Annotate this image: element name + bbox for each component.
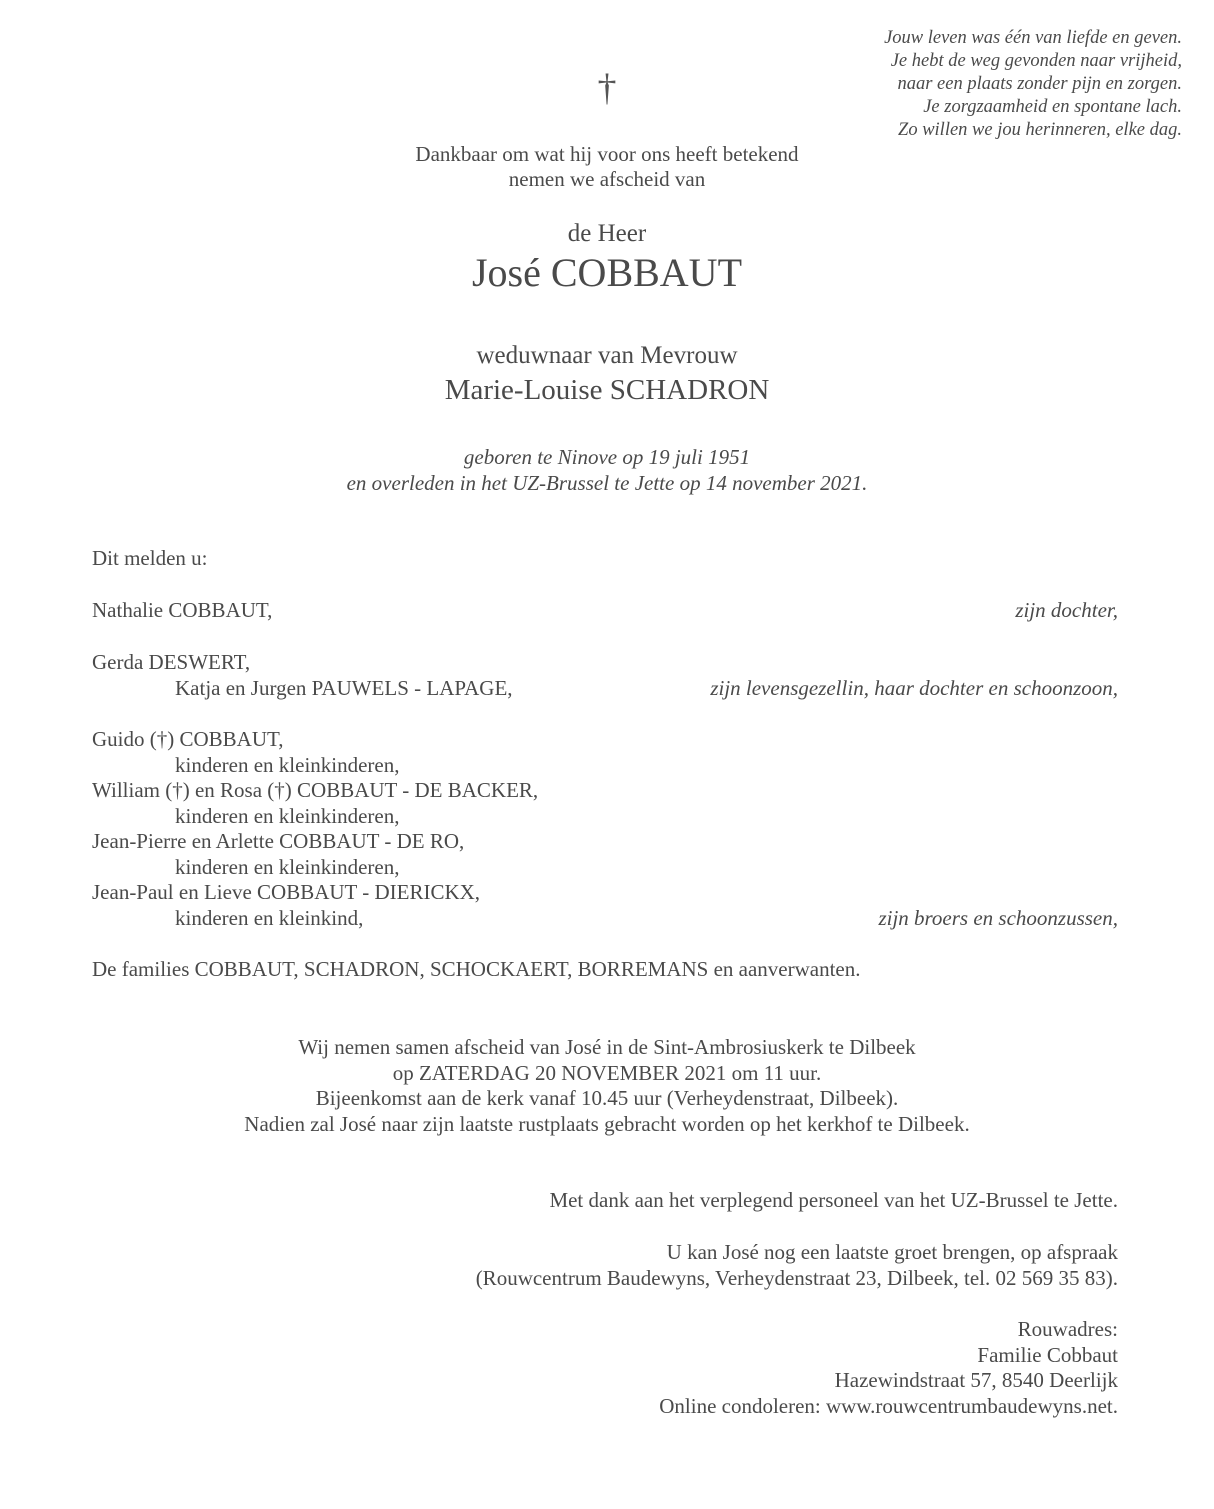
- poem-line: Zo willen we jou herinneren, elke dag.: [898, 120, 1182, 140]
- family-name: Gerda DESWERT,: [92, 650, 251, 674]
- family-entry-siblings: [92, 727, 1118, 931]
- family-entry-partner: [92, 650, 1118, 701]
- address-line: Online condoleren: www.rouwcentrumbaudewyns.net.: [659, 1393, 1118, 1418]
- ceremony-line: op ZATERDAG 20 NOVEMBER 2021 om 11 uur.: [392, 1060, 822, 1085]
- visit-info: [476, 1240, 1118, 1291]
- family-entry-daughter: [92, 598, 1118, 624]
- family-name: Jean-Paul en Lieve COBBAUT - DIERICKX,: [92, 880, 481, 904]
- address-line: Rouwadres:: [1017, 1317, 1118, 1341]
- families-text: De families COBBAUT, SCHADRON, SCHOCKAERT, BORREMANS en aanverwanten.: [92, 957, 861, 981]
- date-line: geboren te Ninove op 19 juli 1951: [463, 445, 751, 469]
- thanks-text: Met dank aan het verplegend personeel van het UZ-Brussel te Jette.: [549, 1188, 1118, 1212]
- ceremony-line: Nadien zal José naar zijn laatste rustplaats gebracht worden op het kerkhof te Dilbeek.: [244, 1111, 970, 1136]
- visit-line: (Rouwcentrum Baudewyns, Verheydenstraat 23, Dilbeek, tel. 02 569 35 83).: [475, 1265, 1118, 1290]
- mourning-address: [659, 1317, 1118, 1419]
- cross-icon: †: [597, 67, 617, 109]
- family-subname: kinderen en kleinkinderen,: [175, 803, 400, 828]
- address-line: Familie Cobbaut: [977, 1342, 1118, 1367]
- birth-death-dates: [0, 444, 1214, 496]
- poem-line: Jouw leven was één van liefde en geven.: [884, 28, 1182, 48]
- family-name: Jean-Pierre en Arlette COBBAUT - DE RO,: [92, 829, 465, 853]
- family-name: Nathalie COBBAUT,: [92, 598, 273, 622]
- intro-text: [0, 142, 1214, 192]
- family-name: Guido (†) COBBAUT,: [92, 727, 284, 751]
- family-subname: kinderen en kleinkinderen,: [175, 752, 400, 777]
- family-subname: kinderen en kleinkind,: [175, 905, 364, 930]
- ceremony-info: [0, 1035, 1214, 1137]
- widower-name: Marie-Louise SCHADRON: [444, 374, 770, 406]
- announcement: [92, 546, 1118, 572]
- ceremony-line: Wij nemen samen afscheid van José in de Sint-Ambrosiuskerk te Dilbeek: [298, 1035, 916, 1059]
- poem-line: Je hebt de weg gevonden naar vrijheid,: [890, 51, 1182, 71]
- intro-line: Dankbaar om wat hij voor ons heeft betekend: [415, 142, 799, 166]
- family-subname: kinderen en kleinkinderen,: [175, 854, 400, 879]
- deceased-name: José COBBAUT: [471, 250, 743, 295]
- family-relation: zijn broers en schoonzussen,: [878, 905, 1118, 930]
- family-relation: zijn dochter,: [1015, 598, 1118, 622]
- families-line: [92, 957, 1118, 983]
- deceased-title: de Heer: [567, 220, 647, 247]
- widower-label: weduwnaar van Mevrouw: [476, 342, 738, 369]
- address-line: Hazewindstraat 57, 8540 Deerlijk: [834, 1368, 1118, 1392]
- poem-line: naar een plaats zonder pijn en zorgen.: [897, 74, 1182, 94]
- announcement-text: Dit melden u:: [92, 546, 208, 570]
- poem-line: Je zorgzaamheid en spontane lach.: [923, 97, 1182, 117]
- date-line: en overleden in het UZ-Brussel te Jette op 14 november 2021.: [346, 471, 868, 495]
- thanks-note: [549, 1188, 1118, 1214]
- family-relation: zijn levensgezellin, haar dochter en schoonzoon,: [710, 675, 1118, 700]
- intro-line: nemen we afscheid van: [508, 167, 706, 191]
- visit-line: U kan José nog een laatste groet brengen, op afspraak: [666, 1240, 1118, 1264]
- ceremony-line: Bijeenkomst aan de kerk vanaf 10.45 uur (Verheydenstraat, Dilbeek).: [315, 1086, 899, 1110]
- family-name: William (†) en Rosa (†) COBBAUT - DE BACKER,: [92, 778, 539, 802]
- family-subname: Katja en Jurgen PAUWELS - LAPAGE,: [175, 675, 513, 700]
